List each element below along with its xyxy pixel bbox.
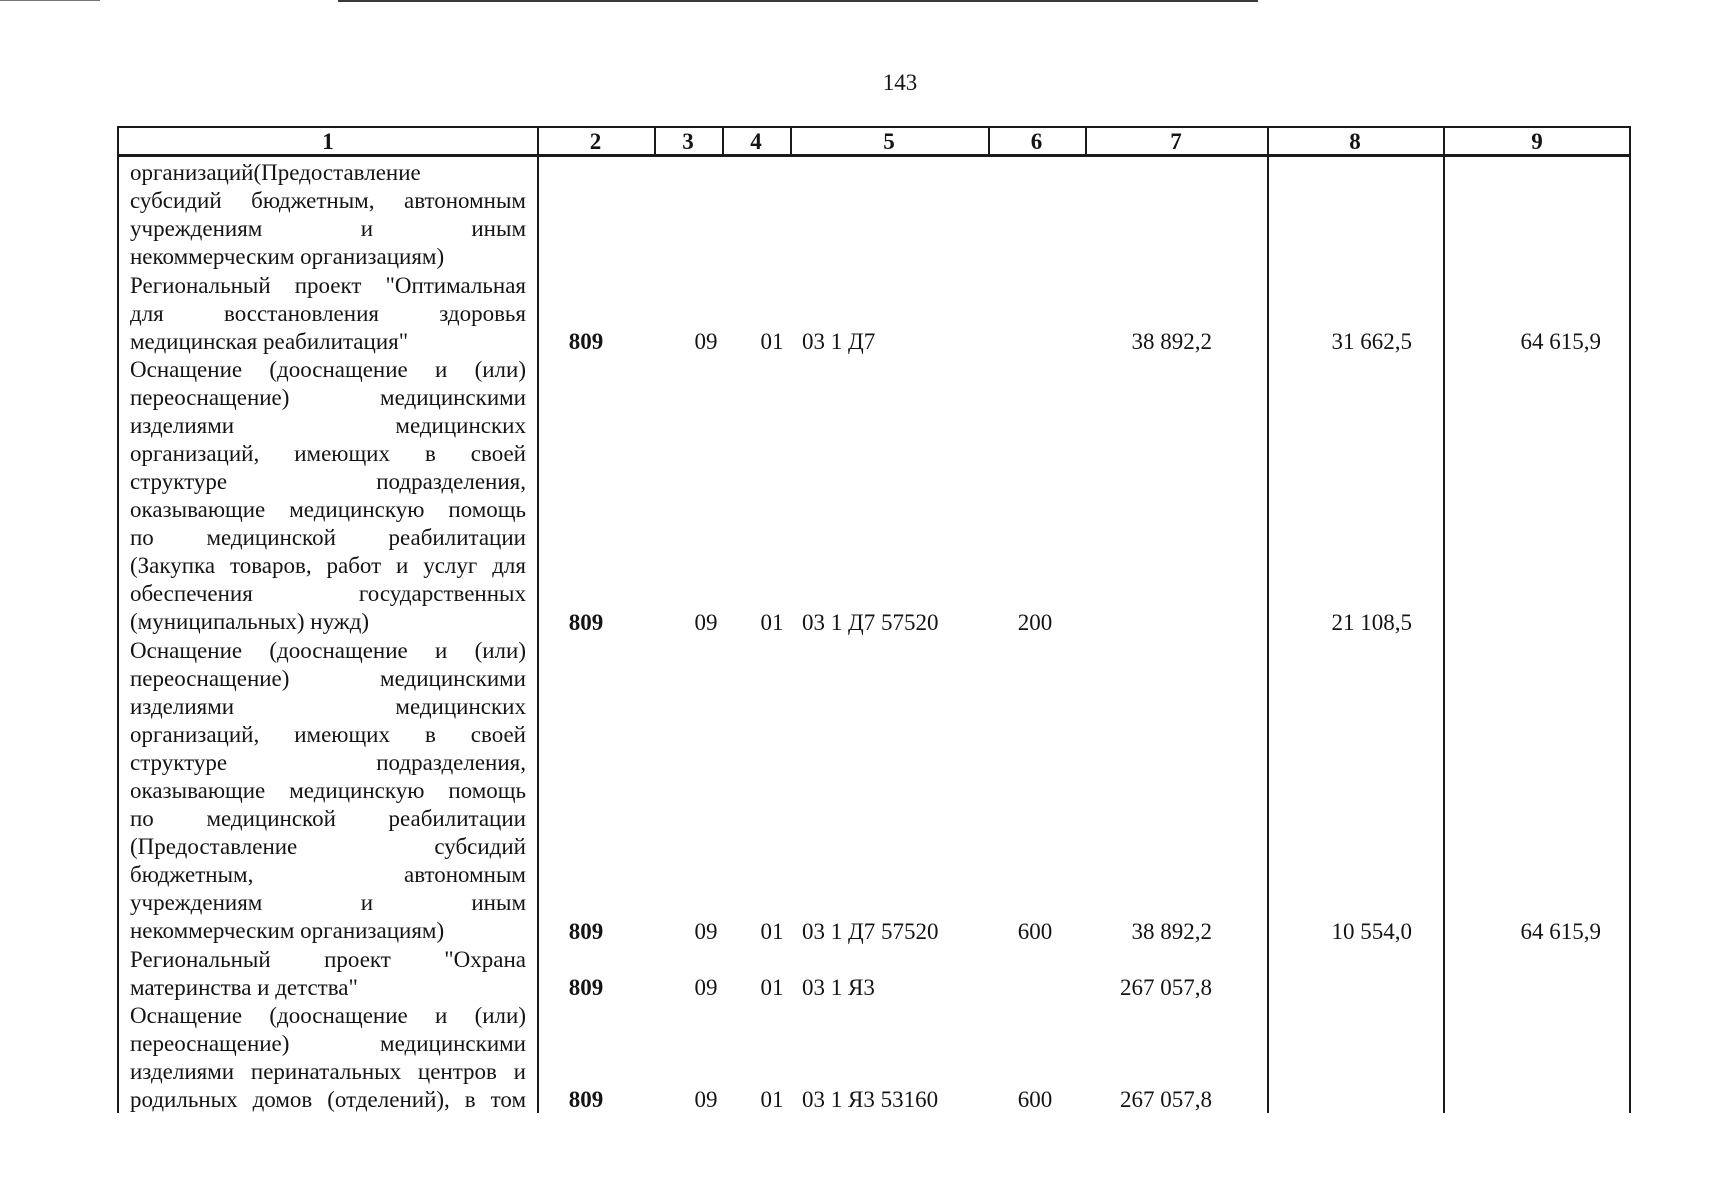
description-line: организаций(Предоставление bbox=[130, 160, 421, 185]
cell-section: 09 bbox=[694, 609, 718, 635]
header-col-9: 9 bbox=[1531, 129, 1543, 154]
cell-amount-col9: 64 615,9 bbox=[1520, 328, 1601, 354]
scan-edge-line bbox=[0, 0, 100, 1]
cell-subsection: 01 bbox=[760, 609, 784, 635]
header-col-7: 7 bbox=[1170, 129, 1182, 154]
cell-amount-col8: 21 108,5 bbox=[1331, 609, 1412, 635]
description-line: Оснащение (дооснащение и (или) bbox=[130, 356, 526, 382]
description-line: переоснащение) медицинскими bbox=[130, 665, 526, 691]
cell-subsection: 01 bbox=[760, 974, 784, 1000]
budget-table bbox=[117, 126, 1631, 1113]
cell-section: 09 bbox=[694, 328, 718, 354]
description-line: (Предоставление субсидий bbox=[130, 834, 526, 860]
description-line: субсидий бюджетным, автономным bbox=[130, 188, 526, 214]
description-line: (муниципальных) нужд) bbox=[130, 609, 370, 635]
description-line: материнства и детства" bbox=[130, 974, 358, 1000]
row-description bbox=[130, 946, 526, 1002]
cell-target-article: 03 1 Я3 53160 bbox=[802, 1086, 939, 1112]
cell-expense-type: 200 bbox=[1017, 609, 1053, 635]
description-line: бюджетным, автономным bbox=[130, 862, 526, 888]
cell-amount-col7: 267 057,8 bbox=[1120, 1086, 1212, 1112]
cell-target-article: 03 1 Я3 bbox=[802, 974, 875, 1000]
cell-subsection: 01 bbox=[760, 1086, 784, 1112]
cell-target-article: 03 1 Д7 57520 bbox=[802, 918, 939, 944]
cell-amount-col8: 31 662,5 bbox=[1331, 328, 1412, 354]
cell-amount-col7: 38 892,2 bbox=[1131, 328, 1212, 354]
description-line: (Закупка товаров, работ и услуг для bbox=[130, 553, 526, 579]
description-line: оказывающие медицинскую помощь bbox=[130, 777, 526, 803]
cell-amount-col7: 267 057,8 bbox=[1120, 974, 1212, 1000]
header-bottom-border bbox=[119, 154, 1629, 157]
description-line: структуре подразделения, bbox=[130, 468, 526, 494]
cell-ministry-code: 809 bbox=[568, 1086, 604, 1112]
cell-ministry-code: 809 bbox=[568, 328, 604, 354]
description-line: обеспечения государственных bbox=[130, 581, 526, 607]
column-divider bbox=[1443, 126, 1445, 1113]
description-line: переоснащение) медицинскими bbox=[130, 384, 526, 410]
cell-amount-col8: 10 554,0 bbox=[1331, 918, 1412, 944]
table-top-border bbox=[119, 126, 1629, 128]
description-line: переоснащение) медицинскими bbox=[130, 1030, 526, 1056]
description-line: организаций, имеющих в своей bbox=[130, 721, 526, 747]
description-line: Региональный проект "Оптимальная bbox=[130, 272, 526, 298]
description-line: структуре подразделения, bbox=[130, 749, 526, 775]
description-line: по медицинской реабилитации bbox=[130, 806, 526, 832]
description-line: Региональный проект "Охрана bbox=[130, 946, 526, 972]
cell-target-article: 03 1 Д7 57520 bbox=[802, 609, 939, 635]
header-col-1: 1 bbox=[322, 129, 334, 154]
cell-subsection: 01 bbox=[760, 328, 784, 354]
header-col-6: 6 bbox=[1030, 129, 1043, 154]
description-line: Оснащение (дооснащение и (или) bbox=[130, 637, 526, 663]
cell-ministry-code: 809 bbox=[568, 974, 604, 1000]
row-description bbox=[130, 159, 526, 271]
row-description bbox=[130, 637, 526, 946]
row-description bbox=[130, 272, 526, 356]
header-col-2: 2 bbox=[589, 129, 602, 154]
description-line: изделиями медицинских bbox=[130, 693, 526, 719]
description-line: оказывающие медицинскую помощь bbox=[130, 496, 526, 522]
cell-section: 09 bbox=[694, 1086, 718, 1112]
description-line: организаций, имеющих в своей bbox=[130, 440, 526, 466]
cell-amount-col7: 38 892,2 bbox=[1131, 918, 1212, 944]
description-line: изделиями перинатальных центров и bbox=[130, 1058, 526, 1084]
description-line: по медицинской реабилитации bbox=[130, 525, 526, 551]
description-line: для восстановления здоровья bbox=[130, 300, 526, 326]
header-col-5: 5 bbox=[883, 129, 895, 154]
header-col-4: 4 bbox=[750, 129, 762, 154]
description-line: родильных домов (отделений), в том bbox=[130, 1086, 526, 1112]
cell-subsection: 01 bbox=[760, 918, 784, 944]
description-line: некоммерческим организациям) bbox=[130, 244, 445, 270]
cell-expense-type: 600 bbox=[1017, 1086, 1053, 1112]
description-line: некоммерческим организациям) bbox=[130, 918, 445, 944]
row-description bbox=[130, 1002, 526, 1114]
description-line: учреждениям и иным bbox=[130, 216, 526, 242]
cell-section: 09 bbox=[694, 974, 718, 1000]
row-description bbox=[130, 356, 526, 637]
scan-edge-line bbox=[338, 0, 1258, 2]
cell-expense-type: 600 bbox=[1017, 918, 1053, 944]
cell-ministry-code: 809 bbox=[568, 918, 604, 944]
cell-target-article: 03 1 Д7 bbox=[802, 328, 876, 354]
cell-amount-col9: 64 615,9 bbox=[1520, 918, 1601, 944]
header-col-8: 8 bbox=[1349, 129, 1361, 154]
description-line: учреждениям и иным bbox=[130, 890, 526, 916]
description-line: медицинская реабилитация" bbox=[130, 328, 409, 354]
page-number: 143 bbox=[882, 70, 918, 95]
description-line: изделиями медицинских bbox=[130, 412, 526, 438]
cell-section: 09 bbox=[694, 918, 718, 944]
cell-ministry-code: 809 bbox=[568, 609, 604, 635]
description-line: Оснащение (дооснащение и (или) bbox=[130, 1002, 526, 1028]
header-col-3: 3 bbox=[682, 129, 694, 154]
